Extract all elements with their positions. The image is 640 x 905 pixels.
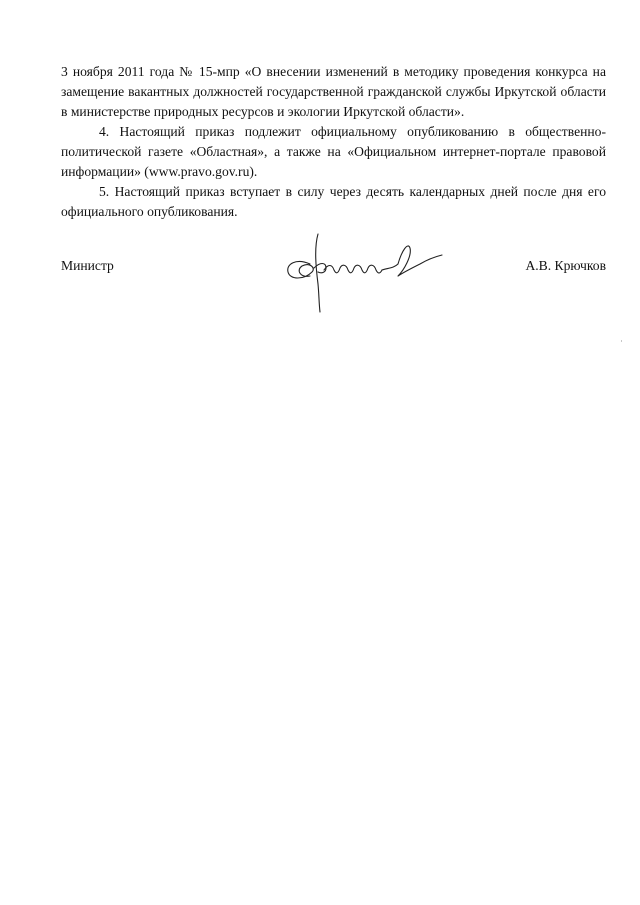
signatory-name: А.В. Крючков: [525, 258, 606, 273]
paragraph-continuation: 3 ноября 2011 года № 15-мпр «О внесении изменений в методику проведения конкурса на замещение вакантных должностей государственной гражданской службы Иркутской области в министерстве природных ресурсов и экологии Иркутской области».: [61, 64, 606, 119]
document-body: [61, 62, 606, 222]
signatory-position: Министр: [61, 258, 114, 273]
paragraph-item-4: 4. Настоящий приказ подлежит официальному опубликованию в общественно-политической газете «Областная», а также на «Официальном интернет-портале правовой информации» (www.pravo.gov.ru).: [61, 124, 606, 179]
paragraph-item-5: 5. Настоящий приказ вступает в силу через десять календарных дней после дня его официального опубликования.: [61, 184, 606, 219]
handwritten-signature: [280, 228, 445, 316]
scan-artifact: [621, 340, 622, 342]
